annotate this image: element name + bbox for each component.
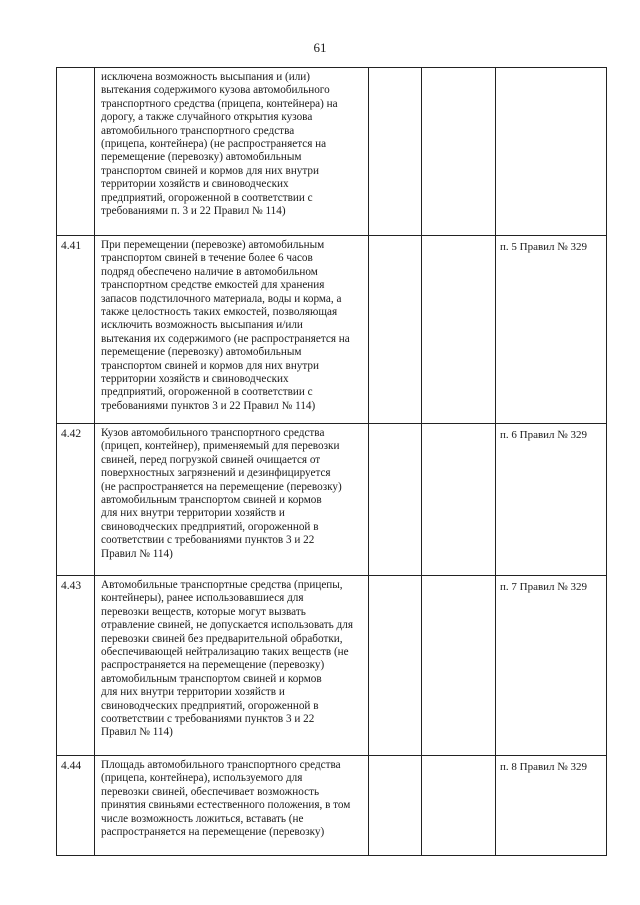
text-line: отравление свиней, не допускается использовать для (101, 619, 353, 632)
text-line: (не распространяется на перемещение (перевозку) (101, 480, 342, 493)
text-line: подряд обеспечено наличие в автомобильном (101, 265, 318, 278)
text-line: исключить возможность высыпания и/или (101, 319, 303, 332)
text-line: поверхностных загрязнений и дезинфицируется (101, 467, 331, 480)
text-line: соответствии с требованиями пунктов 3 и 22 (101, 534, 315, 547)
text-line: числе возможность ложиться, вставать (не (101, 812, 304, 825)
text-line: требованиями пунктов 3 и 22 Правил № 114) (101, 399, 316, 412)
text-line: автомобильным транспортом свиней и кормов (101, 672, 322, 685)
item-number: 4.41 (57, 236, 95, 424)
text-line: распространяется на перемещение (перевозку) (101, 659, 325, 672)
text-line: перевозки веществ, которые могут вызвать (101, 605, 306, 618)
answer-yes-cell (369, 236, 422, 424)
answer-no-cell (422, 756, 496, 856)
legal-reference: п. 7 Правил № 329 (496, 576, 607, 756)
text-line: для них внутри территории хозяйств и (101, 686, 285, 699)
legal-reference (496, 68, 607, 236)
text-line: Площадь автомобильного транспортного средства (101, 759, 341, 771)
table-row (57, 576, 607, 756)
item-number: 4.44 (57, 756, 95, 856)
requirement-text (95, 756, 369, 856)
text-line: также целостность таких емкостей, позволяющая (101, 306, 338, 319)
text-line: транспортного средства (прицепа, контейнера) на (101, 97, 338, 110)
text-line: Автомобильные транспортные средства (прицепы, (101, 579, 343, 591)
text-line: свиноводческих предприятий, огороженной в (101, 699, 319, 712)
legal-reference: п. 6 Правил № 329 (496, 424, 607, 576)
requirement-text (95, 576, 369, 756)
text-line: контейнеры), ранее использовавшиеся для (101, 592, 304, 605)
text-line: предприятий, огороженной в соответствии с (101, 191, 313, 204)
text-line: обеспечивающей нейтрализацию таких веществ (не (101, 646, 349, 659)
text-line: транспортом свиней в течение более 6 часов (101, 252, 313, 265)
legal-reference: п. 8 Правил № 329 (496, 756, 607, 856)
table-row (57, 68, 607, 236)
text-line: исключена возможность высыпания и (или) (101, 71, 310, 83)
answer-yes-cell (369, 68, 422, 236)
text-line: вытекания содержимого кузова автомобильного (101, 84, 330, 97)
table-row (57, 756, 607, 856)
text-line: транспортом свиней и кормов для них внутри (101, 164, 320, 177)
text-line: территории хозяйств и свиноводческих (101, 373, 289, 386)
item-number: 4.43 (57, 576, 95, 756)
answer-yes-cell (369, 756, 422, 856)
answer-yes-cell (369, 424, 422, 576)
text-line: свиноводческих предприятий, огороженной в (101, 520, 319, 533)
answer-no-cell (422, 68, 496, 236)
answer-no-cell (422, 576, 496, 756)
text-line: Кузов автомобильного транспортного средства (101, 427, 325, 439)
item-number (57, 68, 95, 236)
requirement-text (95, 424, 369, 576)
text-line: перевозки свиней без предварительной обработки, (101, 632, 343, 645)
answer-yes-cell (369, 576, 422, 756)
text-line: дорогу, а также случайного открытия кузова (101, 111, 313, 124)
text-line: свиней, перед погрузкой свиней очищается от (101, 453, 321, 466)
text-line: (прицепа, контейнера), используемого для (101, 772, 303, 785)
requirements-table (56, 67, 607, 856)
text-line: для них внутри территории хозяйств и (101, 507, 285, 520)
text-line: запасов подстилочного материала, воды и корма, а (101, 292, 342, 305)
text-line: Правил № 114) (101, 547, 173, 560)
text-line: вытекания их содержимого (не распространяется на (101, 332, 350, 345)
text-line: предприятий, огороженной в соответствии с (101, 386, 313, 399)
answer-no-cell (422, 236, 496, 424)
text-line: распространяется на перемещение (перевозку) (101, 826, 325, 839)
page-number: 61 (313, 40, 327, 55)
legal-reference: п. 5 Правил № 329 (496, 236, 607, 424)
text-line: территории хозяйств и свиноводческих (101, 178, 289, 191)
text-line: Правил № 114) (101, 726, 173, 739)
table-row (57, 424, 607, 576)
text-line: транспортом свиней и кормов для них внутри (101, 359, 320, 372)
table-row (57, 236, 607, 424)
text-line: перемещение (перевозку) автомобильным (101, 151, 302, 164)
requirement-text (95, 236, 369, 424)
text-line: автомобильным транспортом свиней и кормов (101, 494, 322, 507)
text-line: автомобильного транспортного средства (101, 124, 295, 137)
text-line: перемещение (перевозку) автомобильным (101, 346, 302, 359)
text-line: транспортном средстве емкостей для хранения (101, 279, 325, 292)
text-line: принятия свиньями естественного положения, в том (101, 799, 351, 812)
text-line: (прицеп, контейнер), применяемый для перевозки (101, 440, 340, 453)
text-line: (прицепа, контейнера) (не распространяется на (101, 138, 327, 151)
text-line: требованиями п. 3 и 22 Правил № 114) (101, 205, 286, 218)
text-line: При перемещении (перевозке) автомобильным (101, 239, 325, 251)
text-line: перевозки свиней, обеспечивает возможность (101, 785, 320, 798)
answer-no-cell (422, 424, 496, 576)
requirement-text (95, 68, 369, 236)
text-line: соответствии с требованиями пунктов 3 и 22 (101, 713, 315, 726)
item-number: 4.42 (57, 424, 95, 576)
